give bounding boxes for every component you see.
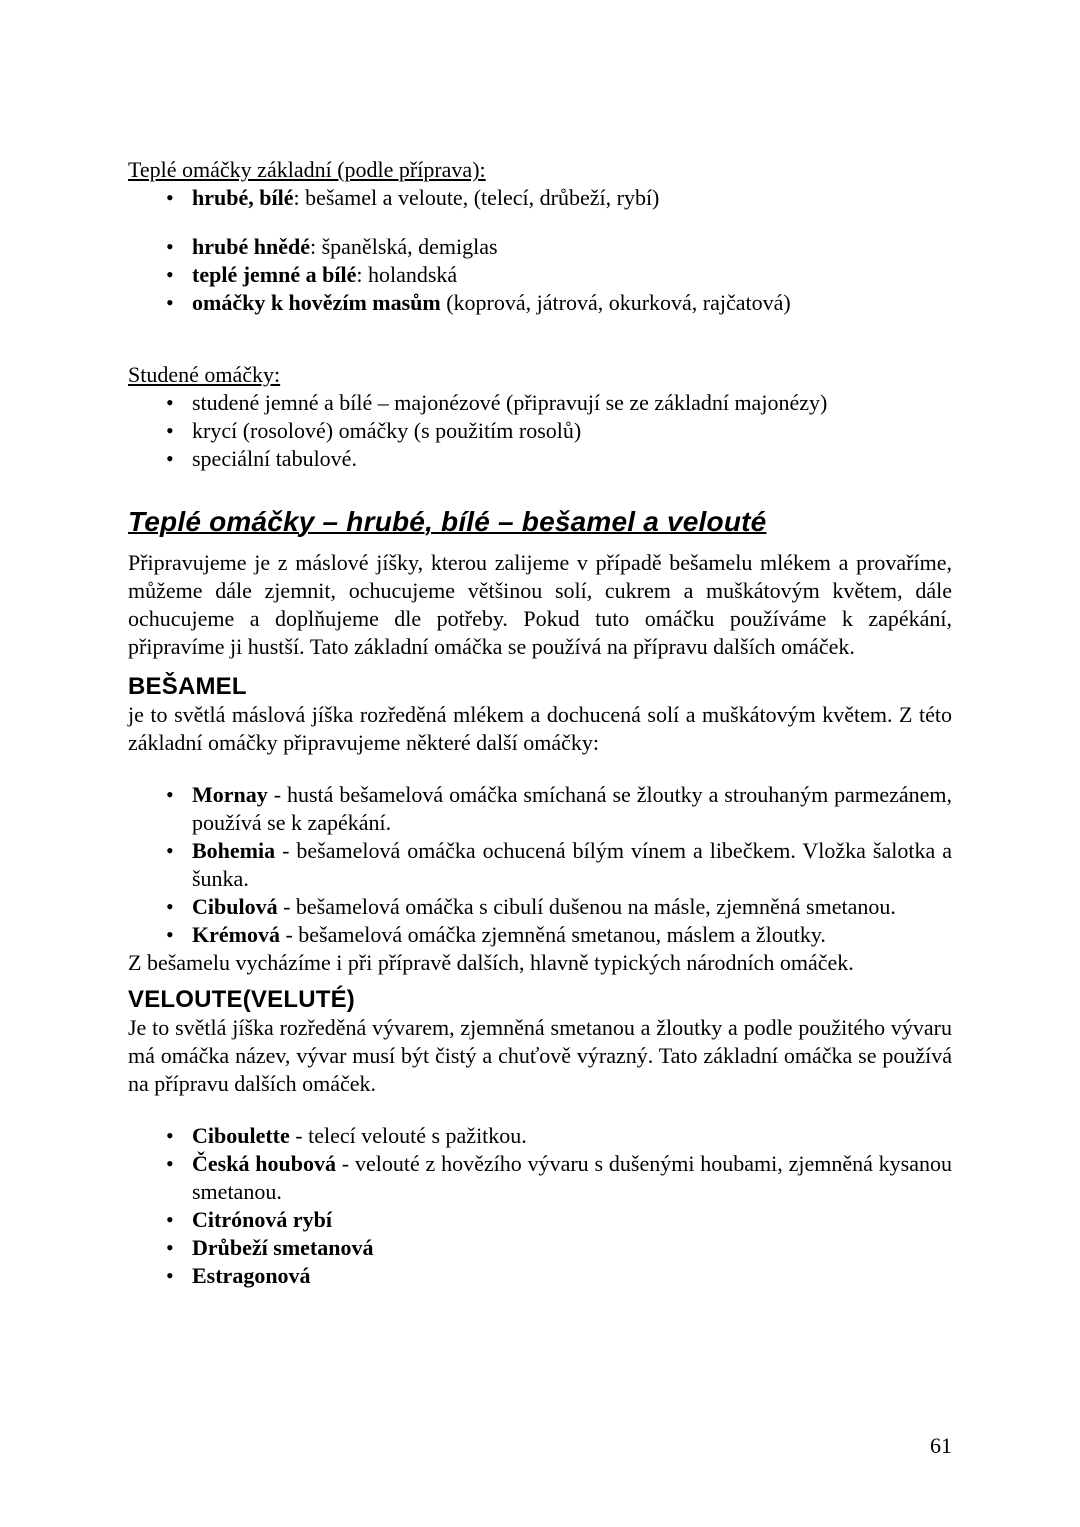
- cold-sauces-list: [128, 389, 952, 473]
- list-item: [192, 1206, 952, 1234]
- list-item-label: hrubé hnědé: [192, 234, 310, 259]
- veloute-heading: VELOUTE(VELUTÉ): [128, 986, 356, 1013]
- list-item: • krycí (rosolové) omáčky (s použitím rosolů): [192, 417, 952, 445]
- list-item: [192, 1234, 952, 1262]
- list-item: • Cibulová - bešamelová omáčka s cibulí dušenou na másle, zjemněná smetanou.: [192, 893, 952, 921]
- list-item-label: Estragonová: [192, 1263, 311, 1288]
- list-item: • hrubé hnědé: španělská, demiglas: [192, 233, 952, 261]
- list-item-label: hrubé, bílé: [192, 185, 294, 210]
- page-number: 61: [930, 1433, 952, 1458]
- list-item-label: Krémová: [192, 922, 280, 947]
- besamel-derived-sauces-list: [128, 781, 952, 949]
- list-item: • Ciboulette - telecí velouté s pažitkou.: [192, 1122, 952, 1150]
- list-item-label: Cibulová: [192, 894, 278, 919]
- besamel-outro-paragraph: Z bešamelu vycházíme i při přípravě dalších, hlavně typických národních omáček.: [128, 950, 854, 975]
- list-item: • Česká houbová - velouté z hovězího vývaru s dušenými houbami, zjemněná kysanou smetanou.: [192, 1150, 952, 1206]
- list-item-label: Drůbeží smetanová: [192, 1235, 374, 1260]
- besamel-heading: BEŠAMEL: [128, 673, 247, 700]
- list-item: • studené jemné a bílé – majonézové (připravují se ze základní majonézy): [192, 389, 952, 417]
- list-item-label: Mornay: [192, 782, 268, 807]
- veloute-derived-sauces-list: [128, 1122, 952, 1290]
- page-content: [128, 156, 952, 1290]
- list-item-label: Ciboulette: [192, 1123, 290, 1148]
- besamel-intro-paragraph: je to světlá máslová jíška rozředěná mlékem a dochucená solí a muškátovým květem. Z této základní omáčky připravujeme některé další omáčky:: [128, 702, 952, 755]
- list-item-label: Česká houbová: [192, 1151, 336, 1176]
- section-heading-cold-sauces: Studené omáčky:: [128, 362, 281, 387]
- main-intro-paragraph: Připravujeme je z máslové jíšky, kterou zalijeme v případě bešamelu mlékem a provaříme, můžeme dále zjemnit, ochucujeme většinou solí, cukrem a muškátovým květem, dále ochucujeme a doplňujeme dle potřeby. Pokud tuto omáčku používáme k zapékání, připravíme ji hustší. Tato základní omáčka se používá na přípravu dalších omáček.: [128, 550, 952, 659]
- list-item: • Krémová - bešamelová omáčka zjemněná smetanou, máslem a žloutky.: [192, 921, 952, 949]
- section-heading-warm-basic-sauces: Teplé omáčky základní (podle příprava):: [128, 157, 486, 182]
- list-item: • Mornay - hustá bešamelová omáčka smíchaná se žloutky a strouhaným parmezánem, používá se k zapékání.: [192, 781, 952, 837]
- list-item-label: Citrónová rybí: [192, 1207, 332, 1232]
- list-item: • Bohemia - bešamelová omáčka ochucená bílým vínem a libečkem. Vložka šalotka a šunka.: [192, 837, 952, 893]
- list-item: • hrubé, bílé: bešamel a veloute, (telecí, drůbeží, rybí): [192, 184, 952, 212]
- list-item-label: teplé jemné a bílé: [192, 262, 357, 287]
- list-item: • speciální tabulové.: [192, 445, 952, 473]
- list-item: • omáčky k hovězím masům (koprová, játrová, okurková, rajčatová): [192, 289, 952, 317]
- main-heading-besamel-veloute: Teplé omáčky – hrubé, bílé – bešamel a velouté: [128, 506, 767, 537]
- veloute-intro-paragraph: Je to světlá jíška rozředěná vývarem, zjemněná smetanou a žloutky a podle použitého vývaru má omáčka název, vývar musí být čistý a chuťově výrazný. Tato základní omáčka se používá na přípravu dalších omáček.: [128, 1015, 952, 1096]
- warm-basic-sauces-list: [128, 184, 952, 317]
- list-item: • teplé jemné a bílé: holandská: [192, 261, 952, 289]
- list-item: [192, 1262, 952, 1290]
- list-item-label: omáčky k hovězím masům: [192, 290, 441, 315]
- list-item-label: Bohemia: [192, 838, 276, 863]
